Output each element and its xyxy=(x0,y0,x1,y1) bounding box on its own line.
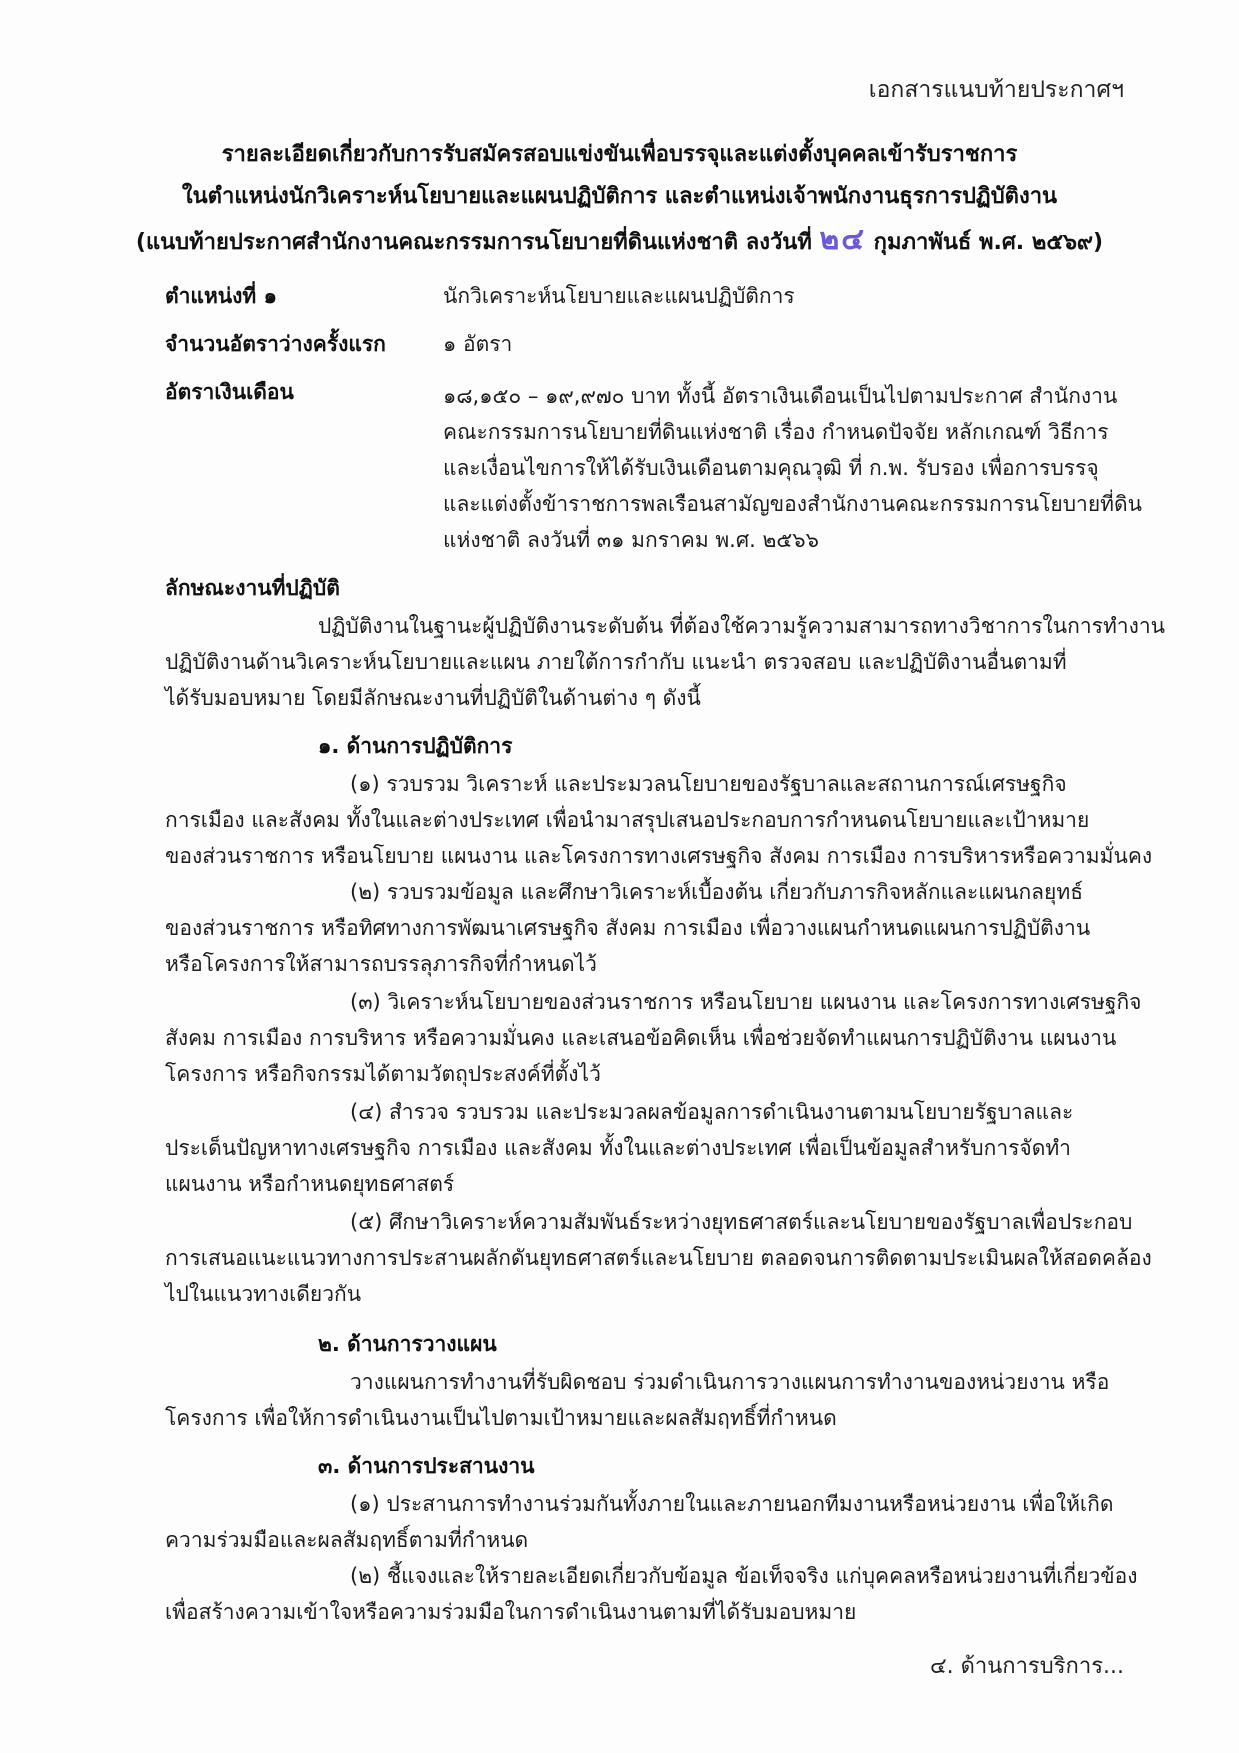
title-prefix: (แนบท้ายประกาศสำนักงานคณะกรรมการนโยบายที่ดินแห่งชาติ ลงวันที่ xyxy=(135,230,812,255)
job-nature-line: ปฏิบัติงานด้านวิเคราะห์นโยบายและแผน ภายใต้การกำกับ แนะนำ ตรวจสอบ และปฏิบัติงานอื่นตามที่ xyxy=(165,650,1067,674)
salary-line: และเงื่อนไขการให้ได้รับเงินเดือนตามคุณวุฒิ ที่ ก.พ. รับรอง เพื่อการบรรจุ xyxy=(443,456,1099,480)
coordination-item-1-line: ความร่วมมือและผลสัมฤทธิ์ตามที่กำหนด xyxy=(165,1528,529,1552)
operations-item-2-line: หรือโครงการให้สามารถบรรลุภารกิจที่กำหนดไว้ xyxy=(165,952,597,976)
vacancies-value: ๑ อัตรา xyxy=(443,332,513,356)
salary-line: และแต่งตั้งข้าราชการพลเรือนสามัญของสำนักงานคณะกรรมการนโยบายที่ดิน xyxy=(443,492,1142,516)
job-nature-line: ปฏิบัติงานในฐานะผู้ปฏิบัติงานระดับต้น ที่ต้องใช้ความรู้ความสามารถทางวิชาการในการทำงาน xyxy=(318,614,1165,638)
operations-item-4-line: แผนงาน หรือกำหนดยุทธศาสตร์ xyxy=(165,1172,455,1196)
operations-item-1-line: (๑) รวบรวม วิเคราะห์ และประมวลนโยบายของรัฐบาลและสถานการณ์เศรษฐกิจ xyxy=(350,772,1067,796)
operations-item-3-line: โครงการ หรือกิจกรรมได้ตามวัตถุประสงค์ที่ตั้งไว้ xyxy=(165,1062,601,1086)
document-title-line-1: รายละเอียดเกี่ยวกับการรับสมัครสอบแข่งขันเพื่อบรรจุและแต่งตั้งบุคคลเข้ารับราชการ xyxy=(221,142,1018,167)
operations-item-5-line: การเสนอแนะแนวทางการประสานผลักดันยุทธศาสตร์และนโยบาย ตลอดจนการติดตามประเมินผลให้สอดคล้อง xyxy=(165,1246,1152,1270)
coordination-item-2-line: เพื่อสร้างความเข้าใจหรือความร่วมมือในการดำเนินงานตามที่ได้รับมอบหมาย xyxy=(165,1600,857,1624)
operations-item-1-line: การเมือง และสังคม ทั้งในและต่างประเทศ เพื่อนำมาสรุปเสนอประกอบการกำหนดนโยบายและเป้าหมาย xyxy=(165,808,1090,832)
coordination-item-2-line: (๒) ชี้แจงและให้รายละเอียดเกี่ยวกับข้อมูล ข้อเท็จจริง แก่บุคคลหรือหน่วยงานที่เกี่ยวข้อง xyxy=(350,1564,1138,1588)
section-heading-planning: ๒. ด้านการวางแผน xyxy=(318,1332,497,1356)
section-heading-operations: ๑. ด้านการปฏิบัติการ xyxy=(318,734,513,758)
operations-item-2-line: ของส่วนราชการ หรือทิศทางการพัฒนาเศรษฐกิจ สังคม การเมือง เพื่อวางแผนกำหนดแผนการปฏิบัติงาน xyxy=(165,916,1091,940)
salary-label: อัตราเงินเดือน xyxy=(165,380,294,404)
job-nature-heading: ลักษณะงานที่ปฏิบัติ xyxy=(165,576,340,600)
document-title-line-2: ในตำแหน่งนักวิเคราะห์นโยบายและแผนปฏิบัติการ และตำแหน่งเจ้าพนักงานธุรการปฏิบัติงาน xyxy=(181,184,1058,209)
position-label: ตำแหน่งที่ ๑ xyxy=(165,284,277,308)
planning-line: โครงการ เพื่อให้การดำเนินงานเป็นไปตามเป้าหมายและผลสัมฤทธิ์ที่กำหนด xyxy=(165,1406,837,1430)
vacancies-label: จำนวนอัตราว่างครั้งแรก xyxy=(165,332,386,356)
position-value: นักวิเคราะห์นโยบายและแผนปฏิบัติการ xyxy=(443,284,795,308)
operations-item-3-line: (๓) วิเคราะห์นโยบายของส่วนราชการ หรือนโยบาย แผนงาน และโครงการทางเศรษฐกิจ xyxy=(350,990,1142,1014)
date-day-stamp: ๒๔ xyxy=(819,222,866,257)
continuation-note: ๔. ด้านการบริการ... xyxy=(929,1654,1124,1679)
coordination-item-1-line: (๑) ประสานการทำงานร่วมกันทั้งภายในและภายนอกทีมงานหรือหน่วยงาน เพื่อให้เกิด xyxy=(350,1492,1114,1516)
operations-item-4-line: (๔) สำรวจ รวบรวม และประมวลผลข้อมูลการดำเนินงานตามนโยบายรัฐบาลและ xyxy=(350,1100,1074,1124)
operations-item-5-line: ไปในแนวทางเดียวกัน xyxy=(165,1282,362,1306)
operations-item-1-line: ของส่วนราชการ หรือนโยบาย แผนงาน และโครงการทางเศรษฐกิจ สังคม การเมือง การบริหารหรือความมั่นคง xyxy=(165,844,1153,868)
operations-item-4-line: ประเด็นปัญหาทางเศรษฐกิจ การเมือง และสังคม ทั้งในและต่างประเทศ เพื่อเป็นข้อมูลสำหรับการจัดทำ xyxy=(165,1136,1071,1160)
operations-item-5-line: (๕) ศึกษาวิเคราะห์ความสัมพันธ์ระหว่างยุทธศาสตร์และนโยบายของรัฐบาลเพื่อประกอบ xyxy=(350,1210,1133,1234)
salary-line: ๑๘,๑๕๐ – ๑๙,๙๗๐ บาท ทั้งนี้ อัตราเงินเดือนเป็นไปตามประกาศ สำนักงาน xyxy=(443,384,1118,408)
section-heading-coordination: ๓. ด้านการประสานงาน xyxy=(318,1454,535,1478)
title-suffix: กุมภาพันธ์ พ.ศ. ๒๕๖๙) xyxy=(873,230,1104,255)
job-nature-line: ได้รับมอบหมาย โดยมีลักษณะงานที่ปฏิบัติในด้านต่าง ๆ ดังนี้ xyxy=(165,686,701,710)
salary-line: คณะกรรมการนโยบายที่ดินแห่งชาติ เรื่อง กำหนดปัจจัย หลักเกณฑ์ วิธีการ xyxy=(443,420,1109,444)
document-title-line-3 xyxy=(0,216,1239,263)
salary-line: แห่งชาติ ลงวันที่ ๓๑ มกราคม พ.ศ. ๒๕๖๖ xyxy=(443,528,819,552)
operations-item-3-line: สังคม การเมือง การบริหาร หรือความมั่นคง และเสนอข้อคิดเห็น เพื่อช่วยจัดทำแผนการปฏิบัติงาน แผนงาน xyxy=(165,1026,1117,1050)
operations-item-2-line: (๒) รวบรวมข้อมูล และศึกษาวิเคราะห์เบื้องต้น เกี่ยวกับภารกิจหลักและแผนกลยุทธ์ xyxy=(350,880,1084,904)
planning-line: วางแผนการทำงานที่รับผิดชอบ ร่วมดำเนินการวางแผนการทำงานของหน่วยงาน หรือ xyxy=(350,1370,1110,1394)
attachment-note: เอกสารแนบท้ายประกาศฯ xyxy=(868,77,1124,103)
